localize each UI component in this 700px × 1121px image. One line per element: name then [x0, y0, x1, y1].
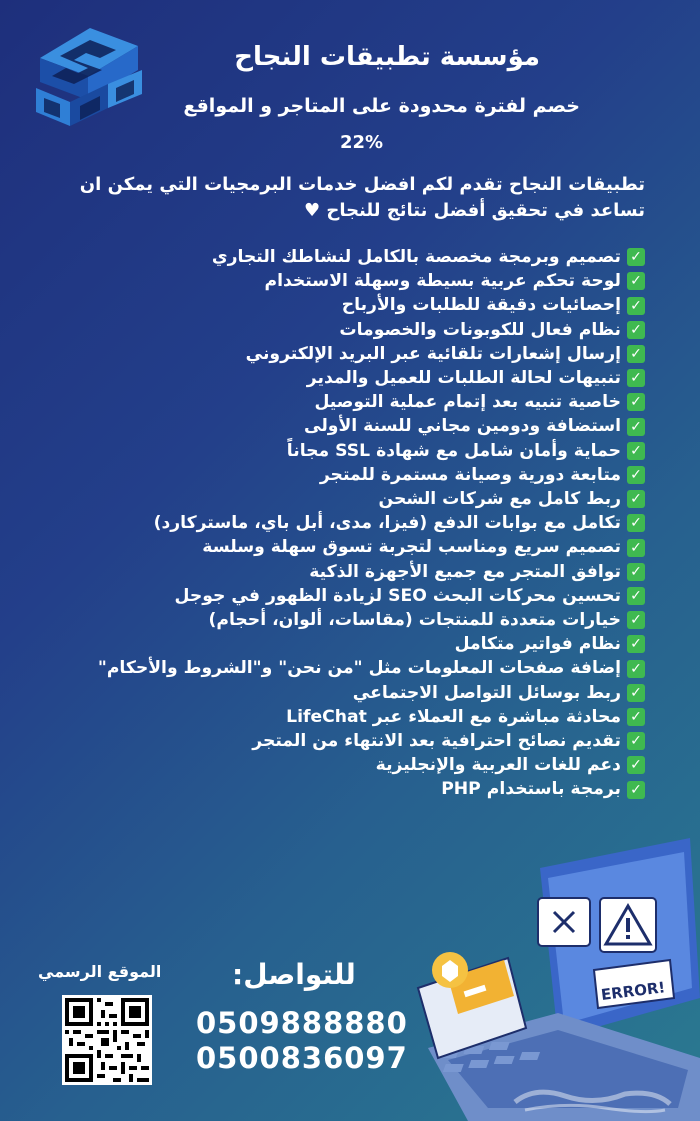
feature-text: تنبيهات لحالة الطلبات للعميل والمدير	[306, 368, 621, 389]
checkmark-icon: ✓	[627, 611, 645, 629]
checkmark-icon: ✓	[627, 248, 645, 266]
feature-item	[36, 584, 645, 608]
feature-item	[36, 777, 645, 801]
features-list	[36, 245, 645, 802]
checkmark-icon: ✓	[627, 514, 645, 532]
discount-line: خصم لفترة محدودة على المتاجر و المواقع	[183, 95, 580, 117]
feature-text: ربط بوسائل التواصل الاجتماعي	[352, 682, 621, 703]
checkmark-icon: ✓	[627, 708, 645, 726]
feature-item	[36, 632, 645, 656]
phone-number[interactable]: 0500836097	[196, 1041, 408, 1075]
warning-icon	[600, 898, 656, 952]
feature-text: محادثة مباشرة مع العملاء عبر LifeChat	[286, 706, 621, 727]
checkmark-icon: ✓	[627, 418, 645, 436]
checkmark-icon: ✓	[627, 466, 645, 484]
feature-text: متابعة دورية وصيانة مستمرة للمتجر	[319, 464, 621, 485]
qr-code-icon[interactable]	[62, 995, 152, 1085]
page-title: مؤسسة تطبيقات النجاح	[234, 42, 540, 72]
error-text: ERROR!	[600, 978, 667, 1005]
feature-text: برمجة باستخدام PHP	[441, 779, 621, 800]
checkmark-icon: ✓	[627, 442, 645, 460]
checkmark-icon: ✓	[627, 732, 645, 750]
website-label: الموقع الرسمي	[38, 962, 162, 981]
checkmark-icon: ✓	[627, 272, 645, 290]
feature-item	[36, 656, 645, 680]
feature-text: ربط كامل مع شركات الشحن	[378, 489, 621, 510]
checkmark-icon: ✓	[627, 635, 645, 653]
feature-text: تحسين محركات البحث SEO لزيادة الظهور في جوجل	[174, 585, 621, 606]
feature-text: تصميم سريع ومناسب لتجربة تسوق سهلة وسلسة	[202, 537, 621, 558]
checkmark-icon: ✓	[627, 369, 645, 387]
feature-text: لوحة تحكم عربية بسيطة وسهلة الاستخدام	[264, 271, 621, 292]
checkmark-icon: ✓	[627, 297, 645, 315]
phone-number[interactable]: 0509888880	[196, 1006, 408, 1040]
error-window-x	[538, 898, 590, 946]
intro-text: تطبيقات النجاح تقدم لكم افضل خدمات البرمجيات التي يمكن ان تساعد في تحقيق أفضل نتائج للنجاح ♥	[79, 174, 645, 221]
feature-item	[36, 390, 645, 414]
feature-item	[36, 608, 645, 632]
feature-text: استضافة ودومين مجاني للسنة الأولى	[303, 416, 621, 437]
feature-item	[36, 318, 645, 342]
contact-label: للتواصل:	[232, 958, 356, 991]
feature-text: نظام فواتير متكامل	[454, 634, 621, 655]
company-logo	[30, 18, 148, 136]
feature-item	[36, 342, 645, 366]
feature-text: نظام فعال للكوبونات والخصومات	[339, 319, 621, 340]
watermark-logo	[505, 1082, 675, 1116]
feature-item	[36, 729, 645, 753]
checkmark-icon: ✓	[627, 345, 645, 363]
feature-text: إحصائيات دقيقة للطلبات والأرباح	[341, 295, 621, 316]
checkmark-icon: ✓	[627, 539, 645, 557]
checkmark-icon: ✓	[627, 321, 645, 339]
feature-text: تكامل مع بوابات الدفع (فيزا، مدى، أبل باي، ماستركارد)	[153, 513, 621, 534]
feature-text: خاصية تنبيه بعد إتمام عملية التوصيل	[314, 392, 621, 413]
checkmark-icon: ✓	[627, 684, 645, 702]
discount-percent: 22%	[340, 132, 384, 153]
laptop-error-illustration	[408, 838, 700, 1121]
feature-item	[36, 705, 645, 729]
feature-item	[36, 535, 645, 559]
checkmark-icon: ✓	[627, 660, 645, 678]
feature-item	[36, 753, 645, 777]
feature-text: إضافة صفحات المعلومات مثل "من نحن" و"الشروط والأحكام"	[97, 658, 621, 679]
feature-item	[36, 269, 645, 293]
feature-item	[36, 245, 645, 269]
feature-item	[36, 414, 645, 438]
feature-item	[36, 511, 645, 535]
feature-item	[36, 463, 645, 487]
feature-text: تقديم نصائح احترافية بعد الانتهاء من المتجر	[252, 731, 621, 752]
feature-item	[36, 439, 645, 463]
feature-item	[36, 681, 645, 705]
feature-text: تصميم وبرمجة مخصصة بالكامل لنشاطك التجاري	[211, 247, 621, 267]
feature-item	[36, 560, 645, 584]
feature-item	[36, 366, 645, 390]
feature-text: خيارات متعددة للمنتجات (مقاسات، ألوان، أحجام)	[208, 610, 621, 631]
checkmark-icon: ✓	[627, 587, 645, 605]
feature-text: توافق المتجر مع جميع الأجهزة الذكية	[309, 561, 621, 582]
checkmark-icon: ✓	[627, 393, 645, 411]
feature-text: دعم للغات العربية والإنجليزية	[375, 755, 621, 776]
feature-item	[36, 293, 645, 317]
checkmark-icon: ✓	[627, 781, 645, 799]
feature-text: إرسال إشعارات تلقائية عبر البريد الإلكتروني	[245, 343, 621, 364]
checkmark-icon: ✓	[627, 490, 645, 508]
feature-item	[36, 487, 645, 511]
feature-text: حماية وأمان شامل مع شهادة SSL مجاناً	[286, 440, 621, 461]
checkmark-icon: ✓	[627, 756, 645, 774]
checkmark-icon: ✓	[627, 563, 645, 581]
